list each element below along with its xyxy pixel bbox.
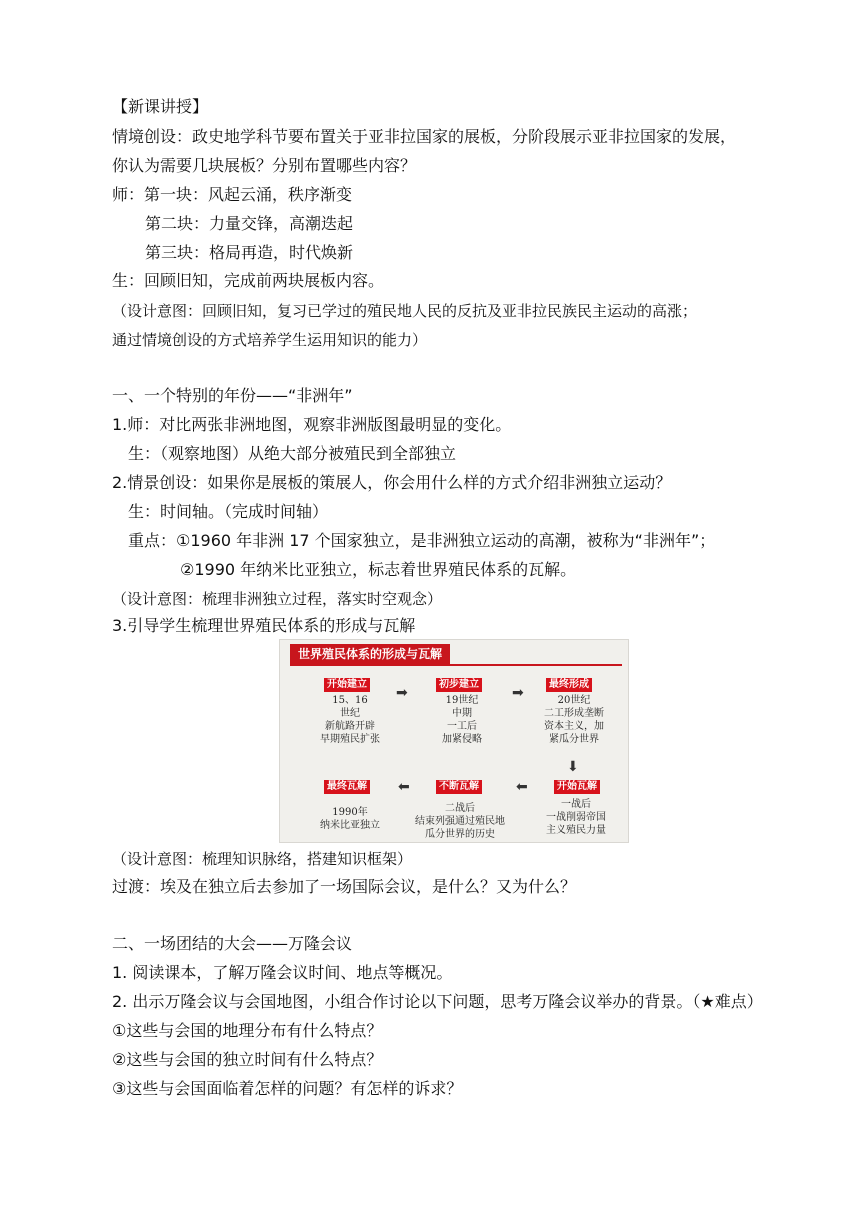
stage-text: 19世纪 中期 一工后 加紧侵略 xyxy=(442,695,482,745)
stage-tag: 开始瓦解 xyxy=(554,780,600,794)
key-point-line: 重点：①1960 年非洲 17 个国家独立，是非洲独立运动的高潮，被称为“非洲年”； xyxy=(128,531,716,550)
stage-tag: 开始建立 xyxy=(324,678,370,692)
section-heading-bandung: 二、一场团结的大会——万隆会议 xyxy=(112,934,353,953)
stage-tag: 初步建立 xyxy=(436,678,482,692)
design-intent-note: 通过情境创设的方式培养学生运用知识的能力） xyxy=(112,331,428,349)
left-arrow-icon: ⬅ xyxy=(398,779,410,795)
stage-text: 20世纪 二工形成垄断 资本主义，加 紧瓜分世界 xyxy=(544,695,604,745)
diagram-title: 世界殖民体系的形成与瓦解 xyxy=(290,644,450,664)
paragraph-line: 第二块：力量交锋，高潮迭起 xyxy=(145,214,354,233)
paragraph-line: 情境创设：政史地学科节要布置关于亚非拉国家的展板，分阶段展示亚非拉国家的发展， xyxy=(112,127,737,146)
paragraph-line: 生：回顾旧知，完成前两块展板内容。 xyxy=(112,271,385,290)
design-intent-note: （设计意图：梳理非洲独立过程，落实时空观念） xyxy=(112,590,443,608)
section-heading-new-lesson: 【新课讲授】 xyxy=(112,97,209,116)
question-line: ①这些与会国的地理分布有什么特点？ xyxy=(112,1021,383,1040)
paragraph-line: 1. 阅读课本，了解万隆会议时间、地点等概况。 xyxy=(112,963,453,982)
colonial-system-diagram xyxy=(279,639,629,843)
right-arrow-icon: ➡ xyxy=(512,685,524,701)
stage-text: 一战后 一战削弱帝国 主义殖民力量 xyxy=(546,799,606,836)
paragraph-line: 3.引导学生梳理世界殖民体系的形成与瓦解 xyxy=(112,616,416,635)
stage-text: 15、16 世纪 新航路开辟 早期殖民扩张 xyxy=(320,695,380,745)
paragraph-line: 师：第一块：风起云涌，秩序渐变 xyxy=(112,185,353,204)
paragraph-line: 1.师：对比两张非洲地图，观察非洲版图最明显的变化。 xyxy=(112,415,512,434)
paragraph-line: 第三块：格局再造，时代焕新 xyxy=(145,243,354,262)
paragraph-line: 2. 出示万隆会议与会国地图，小组合作讨论以下问题，思考万隆会议举办的背景。（★难点） xyxy=(112,992,763,1011)
paragraph-line: 你认为需要几块展板？分别布置哪些内容？ xyxy=(112,156,417,175)
question-line: ②这些与会国的独立时间有什么特点？ xyxy=(112,1050,383,1069)
stage-text: 1990年 纳米比亚独立 xyxy=(320,807,380,831)
diagram-title-rule xyxy=(290,664,622,666)
stage-tag: 最终形成 xyxy=(546,678,592,692)
section-heading-africa-year: 一、一个特别的年份——“非洲年” xyxy=(112,386,353,405)
down-arrow-icon: ⬇ xyxy=(567,759,579,775)
question-line: ③这些与会国面临着怎样的问题？有怎样的诉求？ xyxy=(112,1079,463,1098)
stage-tag: 不断瓦解 xyxy=(436,780,482,794)
design-intent-note: （设计意图：梳理知识脉络，搭建知识框架） xyxy=(112,850,413,868)
left-arrow-icon: ⬅ xyxy=(516,779,528,795)
paragraph-line: 生：（观察地图）从绝大部分被殖民到全部独立 xyxy=(128,444,457,463)
right-arrow-icon: ➡ xyxy=(396,685,408,701)
design-intent-note: （设计意图：回顾旧知，复习已学过的殖民地人民的反抗及亚非拉民族民主运动的高涨； xyxy=(112,302,698,320)
paragraph-line: 2.情景创设：如果你是展板的策展人，你会用什么样的方式介绍非洲独立运动？ xyxy=(112,473,672,492)
stage-tag: 最终瓦解 xyxy=(324,780,370,794)
stage-text: 二战后 结束列强通过殖民地 瓜分世界的历史 xyxy=(415,803,505,840)
paragraph-line: 生：时间轴。（完成时间轴） xyxy=(128,502,329,521)
key-point-line: ②1990 年纳米比亚独立，标志着世界殖民体系的瓦解。 xyxy=(180,560,577,579)
paragraph-line: 过渡：埃及在独立后去参加了一场国际会议，是什么？又为什么？ xyxy=(112,877,577,896)
